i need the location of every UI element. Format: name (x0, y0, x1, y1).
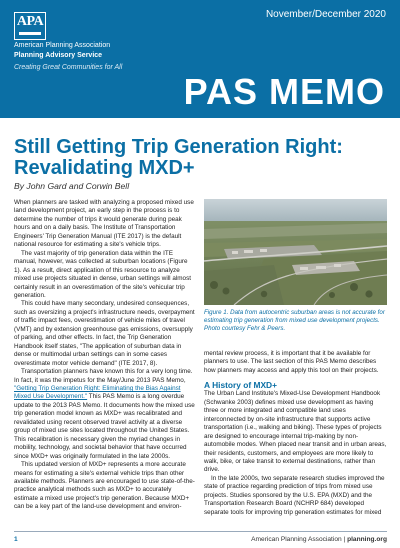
section-heading: A History of MXD+ (204, 380, 277, 391)
figure-1-aerial-photo (204, 199, 387, 305)
left-column (14, 199, 196, 512)
organization-name: American Planning Association (14, 42, 111, 49)
paragraph-4-end: This PAS Memo is a long overdue update to the 2013 PAS Memo. It documents how the mixed use trip generation model known as MXD+ was recalibrated and revalidated using recent observed travel activity at a diverse group of mixed use sites located throughout the United States. This recalibration is necessary given the myriad changes in mobility, technology, and societal behavior that have occurred since MXD+ was originally formulated in the late 2000s. (14, 393, 195, 460)
paragraph-5: This updated version of MXD+ represents a more accurate means for estimating a site's external vehicle trips than other available methods. Planners are encouraged to use state-of-the-practice analytical methods such as MXD+ to accurately estimate a mixed use project's trip generation. Because MXD+ can be a key part of the land-use development and environ- (14, 461, 195, 511)
logo-underline (19, 32, 41, 35)
right-column (204, 350, 387, 517)
paragraph-8: In the late 2000s, two separate research studies improved the state of practice regarding prediction of trips from mixed use projects. Studies sponsored by the U.S. EPA (MXD) and the Transportation Research Board (NCHRP 684) developed separate tools for improving trip generation estimates for mixed (204, 474, 385, 516)
tagline: Creating Great Communities for All (14, 64, 123, 71)
issue-date: November/December 2020 (265, 9, 386, 20)
headline-line-1: Still Getting Trip Generation Right: (14, 136, 343, 158)
paragraph-1: When planners are tasked with analyzing a proposed mixed use land development project, an early step in the process is to determine the number of trips it would generate during peak hours and on a daily basis. The Institute of Transportation Engineers' Trip Generation Manual (ITE 2017) is the default national resource for estimating a site's vehicle trips. (14, 199, 194, 249)
paragraph-3: This could have many secondary, undesired consequences, such as oversizing a project's infrastructure needs, overpayment of traffic impact fees, overestimation of vehicle miles of travel (VMT) and by extension greenhouse gas emissions, oversupply of parking, and other effects. In fact, the Trip Generation Handbook itself states, "The application of suburban data in dense or multimodal urban settings can in some cases overestimate motor vehicle demand" (ITE 2017, 8). (14, 300, 195, 367)
figure-caption: Figure 1. Data from autocentric suburban areas is not accurate for estimating trip generation from mixed use development projects. Photo courtesy Fehr & Peers. (204, 309, 385, 332)
logo-text: APA (16, 14, 44, 29)
pas-memo-2013-link[interactable]: "Getting Trip Generation Right: Eliminating the Bias Against Mixed Use Development." (14, 384, 181, 401)
paragraph-4-start: Transportation planners have known this for a very long time. In fact, it was the impetus for the May/June 2013 PAS Memo, (14, 368, 193, 384)
series-title: PAS MEMO (183, 71, 385, 112)
service-name: Planning Advisory Service (14, 52, 103, 59)
footer-divider (14, 531, 387, 532)
masthead (0, 0, 400, 118)
paragraph-4 (14, 368, 196, 461)
footer-publisher: American Planning Association | (251, 536, 348, 543)
footer-website-link[interactable]: planning.org (347, 536, 387, 543)
apa-logo[interactable] (14, 12, 46, 40)
page-number: 1 (14, 536, 18, 543)
headline-line-2: Revalidating MXD+ (14, 157, 195, 179)
paragraph-7: The Urban Land Institute's Mixed-Use Development Handbook (Schwanke 2003) defines mixed use development as having three or more integrated and compatible land uses interconnected by on-site infrastructure that supports active transportation (i.e., walking and biking). These types of projects are designed to encourage internal trip-making by non-automobile modes. When placed near transit and in urban areas, their residents, customers, and employees are more likely to walk, bike, or take transit to external destinations, rather than drive. (204, 390, 387, 474)
byline: By John Gard and Corwin Bell (14, 181, 130, 191)
paragraph-6: mental review process, it is important that it be available for planners to use. The last section of this PAS Memo describes how planners may access and apply this tool on their projects. (204, 350, 379, 374)
article-headline (14, 137, 384, 179)
suburban-aerial-image (204, 199, 387, 305)
paragraph-2: The vast majority of trip generation data within the ITE manual, however, was collected at suburban locations (Figure 1). As a result, direct application of this resource to analyze mixed use projects situated in dense, urban settings will almost certainly result in an overestimation of the site's vehicular trip generation. (14, 249, 192, 299)
footer-credit (251, 536, 387, 543)
